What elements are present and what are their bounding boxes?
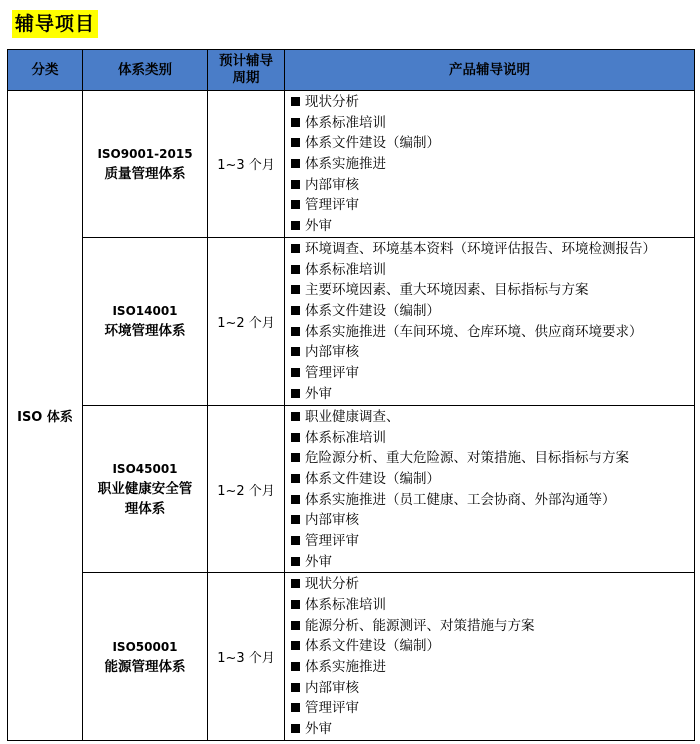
item-text: 管理评审 xyxy=(305,364,359,381)
item-text: 内部审核 xyxy=(305,679,359,696)
list-item xyxy=(291,195,694,216)
square-bullet-icon xyxy=(291,327,300,336)
square-bullet-icon xyxy=(291,662,300,671)
list-item xyxy=(291,531,694,552)
header-period xyxy=(208,50,285,91)
table-row xyxy=(8,237,695,405)
square-bullet-icon xyxy=(291,138,300,147)
table-row xyxy=(8,405,695,573)
square-bullet-icon xyxy=(291,389,300,398)
system-code: ISO9001-2015 xyxy=(97,146,193,161)
item-text: 职业健康调查、 xyxy=(305,408,400,425)
table-row xyxy=(8,573,695,741)
period-cell: 1~3 个月 xyxy=(208,91,285,238)
item-text: 内部审核 xyxy=(305,344,359,361)
item-text: 管理评审 xyxy=(305,532,359,549)
list-item xyxy=(291,301,694,322)
header-category: 分类 xyxy=(8,50,83,91)
square-bullet-icon xyxy=(291,621,300,630)
square-bullet-icon xyxy=(291,118,300,127)
item-text: 体系文件建设（编制） xyxy=(305,638,440,655)
item-text: 体系实施推进（车间环境、仓库环境、供应商环境要求） xyxy=(305,323,643,340)
system-cell xyxy=(83,405,208,573)
item-text: 内部审核 xyxy=(305,176,359,193)
square-bullet-icon xyxy=(291,306,300,315)
description-cell xyxy=(285,573,695,741)
header-system-type: 体系类别 xyxy=(83,50,208,91)
list-item xyxy=(291,636,694,657)
item-text: 管理评审 xyxy=(305,700,359,717)
system-cell xyxy=(83,91,208,238)
system-name: 环境管理体系 xyxy=(104,323,186,340)
list-item xyxy=(291,342,694,363)
list-item xyxy=(291,92,694,113)
list-item xyxy=(291,719,694,740)
item-text: 外审 xyxy=(305,385,332,402)
list-item xyxy=(291,322,694,343)
list-item xyxy=(291,280,694,301)
header-description: 产品辅导说明 xyxy=(285,50,695,91)
item-text: 体系实施推进（员工健康、工会协商、外部沟通等） xyxy=(305,491,616,508)
description-cell xyxy=(285,237,695,405)
square-bullet-icon xyxy=(291,515,300,524)
item-text: 体系标准培训 xyxy=(305,429,386,446)
item-text: 体系实施推进 xyxy=(305,156,386,173)
header-period-line2: 周期 xyxy=(232,70,260,86)
system-name: 理体系 xyxy=(124,501,166,518)
square-bullet-icon xyxy=(291,200,300,209)
list-item xyxy=(291,510,694,531)
list-item xyxy=(291,490,694,511)
square-bullet-icon xyxy=(291,347,300,356)
item-text: 现状分析 xyxy=(305,94,359,110)
coaching-table xyxy=(7,49,695,741)
item-text: 能源分析、能源测评、对策措施与方案 xyxy=(305,617,535,634)
list-item xyxy=(291,154,694,175)
square-bullet-icon xyxy=(291,724,300,733)
square-bullet-icon xyxy=(291,557,300,566)
square-bullet-icon xyxy=(291,368,300,377)
square-bullet-icon xyxy=(291,453,300,462)
item-text: 现状分析 xyxy=(305,576,359,593)
square-bullet-icon xyxy=(291,600,300,609)
item-list xyxy=(285,238,694,405)
list-item xyxy=(291,407,694,428)
item-list xyxy=(285,406,694,573)
list-item xyxy=(291,657,694,678)
list-item xyxy=(291,616,694,637)
list-item xyxy=(291,428,694,449)
square-bullet-icon xyxy=(291,433,300,442)
square-bullet-icon xyxy=(291,474,300,483)
system-name: 职业健康安全管 xyxy=(97,481,193,498)
item-text: 体系标准培训 xyxy=(305,597,386,613)
system-code: ISO45001 xyxy=(112,462,178,477)
item-text: 内部审核 xyxy=(305,512,359,529)
system-code: ISO50001 xyxy=(112,639,178,654)
list-item xyxy=(291,574,694,595)
square-bullet-icon xyxy=(291,641,300,650)
item-text: 主要环境因素、重大环境因素、目标指标与方案 xyxy=(305,282,589,299)
square-bullet-icon xyxy=(291,159,300,168)
square-bullet-icon xyxy=(291,244,300,253)
item-text: 体系标准培训 xyxy=(305,114,386,131)
square-bullet-icon xyxy=(291,703,300,712)
system-cell xyxy=(83,573,208,741)
item-text: 环境调查、环境基本资料（环境评估报告、环境检测报告） xyxy=(305,240,656,257)
list-item xyxy=(291,363,694,384)
square-bullet-icon xyxy=(291,683,300,692)
square-bullet-icon xyxy=(291,495,300,504)
item-text: 管理评审 xyxy=(305,197,359,214)
description-cell xyxy=(285,91,695,238)
list-item xyxy=(291,595,694,616)
list-item xyxy=(291,175,694,196)
list-item xyxy=(291,698,694,719)
list-item xyxy=(291,216,694,237)
list-item xyxy=(291,469,694,490)
item-text: 外审 xyxy=(305,553,332,570)
item-text: 外审 xyxy=(305,218,332,235)
description-cell xyxy=(285,405,695,573)
list-item xyxy=(291,552,694,573)
square-bullet-icon xyxy=(291,97,300,106)
list-item xyxy=(291,113,694,134)
header-row xyxy=(8,50,695,91)
square-bullet-icon xyxy=(291,285,300,294)
system-name: 质量管理体系 xyxy=(104,165,186,182)
list-item xyxy=(291,260,694,281)
system-code: ISO14001 xyxy=(112,304,178,319)
period-cell: 1~3 个月 xyxy=(208,573,285,741)
square-bullet-icon xyxy=(291,536,300,545)
list-item xyxy=(291,384,694,405)
item-list xyxy=(285,573,694,740)
category-cell: ISO 体系 xyxy=(8,91,83,741)
page-title: 辅导项目 xyxy=(12,10,98,38)
item-text: 体系标准培训 xyxy=(305,261,386,278)
table-row xyxy=(8,91,695,238)
period-cell: 1~2 个月 xyxy=(208,237,285,405)
system-cell xyxy=(83,237,208,405)
square-bullet-icon xyxy=(291,579,300,588)
item-text: 体系文件建设（编制） xyxy=(305,470,440,487)
item-text: 体系实施推进 xyxy=(305,659,386,676)
list-item xyxy=(291,239,694,260)
item-list xyxy=(285,91,694,237)
list-item xyxy=(291,133,694,154)
square-bullet-icon xyxy=(291,180,300,189)
item-text: 外审 xyxy=(305,721,332,738)
square-bullet-icon xyxy=(291,412,300,421)
item-text: 体系文件建设（编制） xyxy=(305,302,440,319)
square-bullet-icon xyxy=(291,265,300,274)
list-item xyxy=(291,678,694,699)
period-cell: 1~2 个月 xyxy=(208,405,285,573)
item-text: 危险源分析、重大危险源、对策措施、目标指标与方案 xyxy=(305,450,629,467)
system-name: 能源管理体系 xyxy=(104,658,186,675)
square-bullet-icon xyxy=(291,221,300,230)
item-text: 体系文件建设（编制） xyxy=(305,135,440,152)
list-item xyxy=(291,448,694,469)
header-period-line1: 预计辅导 xyxy=(219,53,273,69)
